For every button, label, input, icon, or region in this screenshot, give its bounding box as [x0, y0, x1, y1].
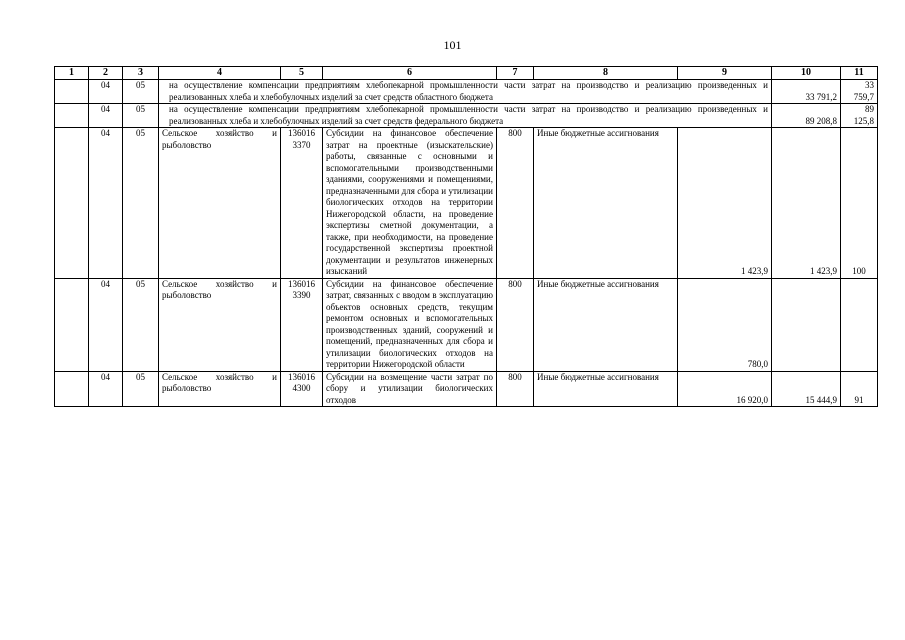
- description-text: на осуществление компенсации предприятиям хлебопекарной промышленности части затрат на производство и реализацию произведенных и реализованных хлеба и хлебобулочных изделий за счет средств федерального бюджета: [169, 104, 768, 126]
- cell-plan: 16 920,0: [678, 371, 772, 407]
- cell-description: [159, 104, 772, 128]
- header-col-11: 11: [841, 67, 878, 80]
- cell-target-code: [281, 371, 323, 407]
- header-col-10: 10: [772, 67, 841, 80]
- cell-subsection: 05: [123, 371, 159, 407]
- table-row: [55, 371, 878, 407]
- target-code-part2: 4300: [292, 383, 311, 393]
- header-col-8: 8: [534, 67, 678, 80]
- cell-target-name: Субсидии на возмещение части затрат по сбору и утилизации биологических отходов: [323, 371, 497, 407]
- cell-col-1: [55, 371, 89, 407]
- page-number: 101: [443, 38, 462, 52]
- cell-subsection: 05: [123, 104, 159, 128]
- cell-percent: 100: [841, 128, 878, 279]
- header-col-6: 6: [323, 67, 497, 80]
- cell-section: 04: [89, 371, 123, 407]
- cell-target-name: Субсидии на финансовое обеспечение затрат, связанных с вводом в эксплуатацию объектов основных средств, текущим ремонтом основных и вспомогательных производственных зданий, сооружений и помещений, предназначенных для сбора и утилизации биологических отходов на территории Нижегородской области: [323, 278, 497, 371]
- table-row: [55, 128, 878, 279]
- target-code-part2: 3390: [292, 290, 311, 300]
- cell-expense-name: Иные бюджетные ассигнования: [534, 128, 678, 279]
- cell-section-name: Сельское хозяйство и рыболовство: [159, 128, 281, 279]
- cell-plan: 89 208,8: [772, 104, 841, 128]
- cell-section: 04: [89, 80, 123, 104]
- cell-col-1: [55, 278, 89, 371]
- header-row: [55, 67, 878, 80]
- cell-target-name: Субсидии на финансовое обеспечение затрат на проектные (изыскательские) работы, связанные с основными и вспомогательными производственными зданиями, сооружениями и помещениями, предназначенными для сбора и утилизации биологических отходов на территории Нижегородской области, на проведение экспертизы сметной документации, а также, при необходимости, на проведение государственной экспертизы проектной документации и результатов инженерных изысканий: [323, 128, 497, 279]
- cell-target-code: [281, 128, 323, 279]
- cell-description: [159, 80, 772, 104]
- cell-subsection: 05: [123, 278, 159, 371]
- cell-actual: 1 423,9: [772, 128, 841, 279]
- header-col-4: 4: [159, 67, 281, 80]
- cell-section-name: Сельское хозяйство и рыболовство: [159, 278, 281, 371]
- header-col-9: 9: [678, 67, 772, 80]
- cell-percent: [841, 278, 878, 371]
- header-col-7: 7: [497, 67, 534, 80]
- target-code-part1: 136016: [288, 128, 315, 138]
- header-col-2: 2: [89, 67, 123, 80]
- table-row: [55, 80, 878, 104]
- cell-expense-name: Иные бюджетные ассигнования: [534, 278, 678, 371]
- header-col-5: 5: [281, 67, 323, 80]
- cell-plan: 780,0: [678, 278, 772, 371]
- target-code-part1: 136016: [288, 278, 315, 289]
- cell-expense-name: Иные бюджетные ассигнования: [534, 371, 678, 407]
- cell-section: 04: [89, 278, 123, 371]
- cell-expense-type: 800: [497, 371, 534, 407]
- cell-subsection: 05: [123, 128, 159, 279]
- cell-plan: 1 423,9: [678, 128, 772, 279]
- cell-actual: [772, 278, 841, 371]
- description-text: на осуществление компенсации предприятиям хлебопекарной промышленности части затрат на производство и реализацию произведенных и реализованных хлеба и хлебобулочных изделий за счет средств областного бюджета: [169, 80, 768, 102]
- cell-actual: 89 125,8: [841, 104, 878, 128]
- table-row: [55, 104, 878, 128]
- table-row: [55, 278, 878, 371]
- cell-subsection: 05: [123, 80, 159, 104]
- cell-col-1: [55, 80, 89, 104]
- cell-section: 04: [89, 104, 123, 128]
- cell-expense-type: 800: [497, 278, 534, 371]
- cell-section: 04: [89, 128, 123, 279]
- cell-actual: 15 444,9: [772, 371, 841, 407]
- header-col-1: 1: [55, 67, 89, 80]
- header-col-3: 3: [123, 67, 159, 80]
- cell-plan: 33 791,2: [772, 80, 841, 104]
- cell-col-1: [55, 104, 89, 128]
- budget-table: [54, 66, 878, 407]
- cell-target-code: [281, 278, 323, 371]
- cell-col-1: [55, 128, 89, 279]
- target-code-part1: 136016: [288, 371, 315, 382]
- cell-actual: 33 759,7: [841, 80, 878, 104]
- target-code-part2: 3370: [292, 139, 311, 150]
- cell-expense-type: 800: [497, 128, 534, 279]
- cell-percent: 91: [841, 371, 878, 407]
- cell-section-name: Сельское хозяйство и рыболовство: [159, 371, 281, 407]
